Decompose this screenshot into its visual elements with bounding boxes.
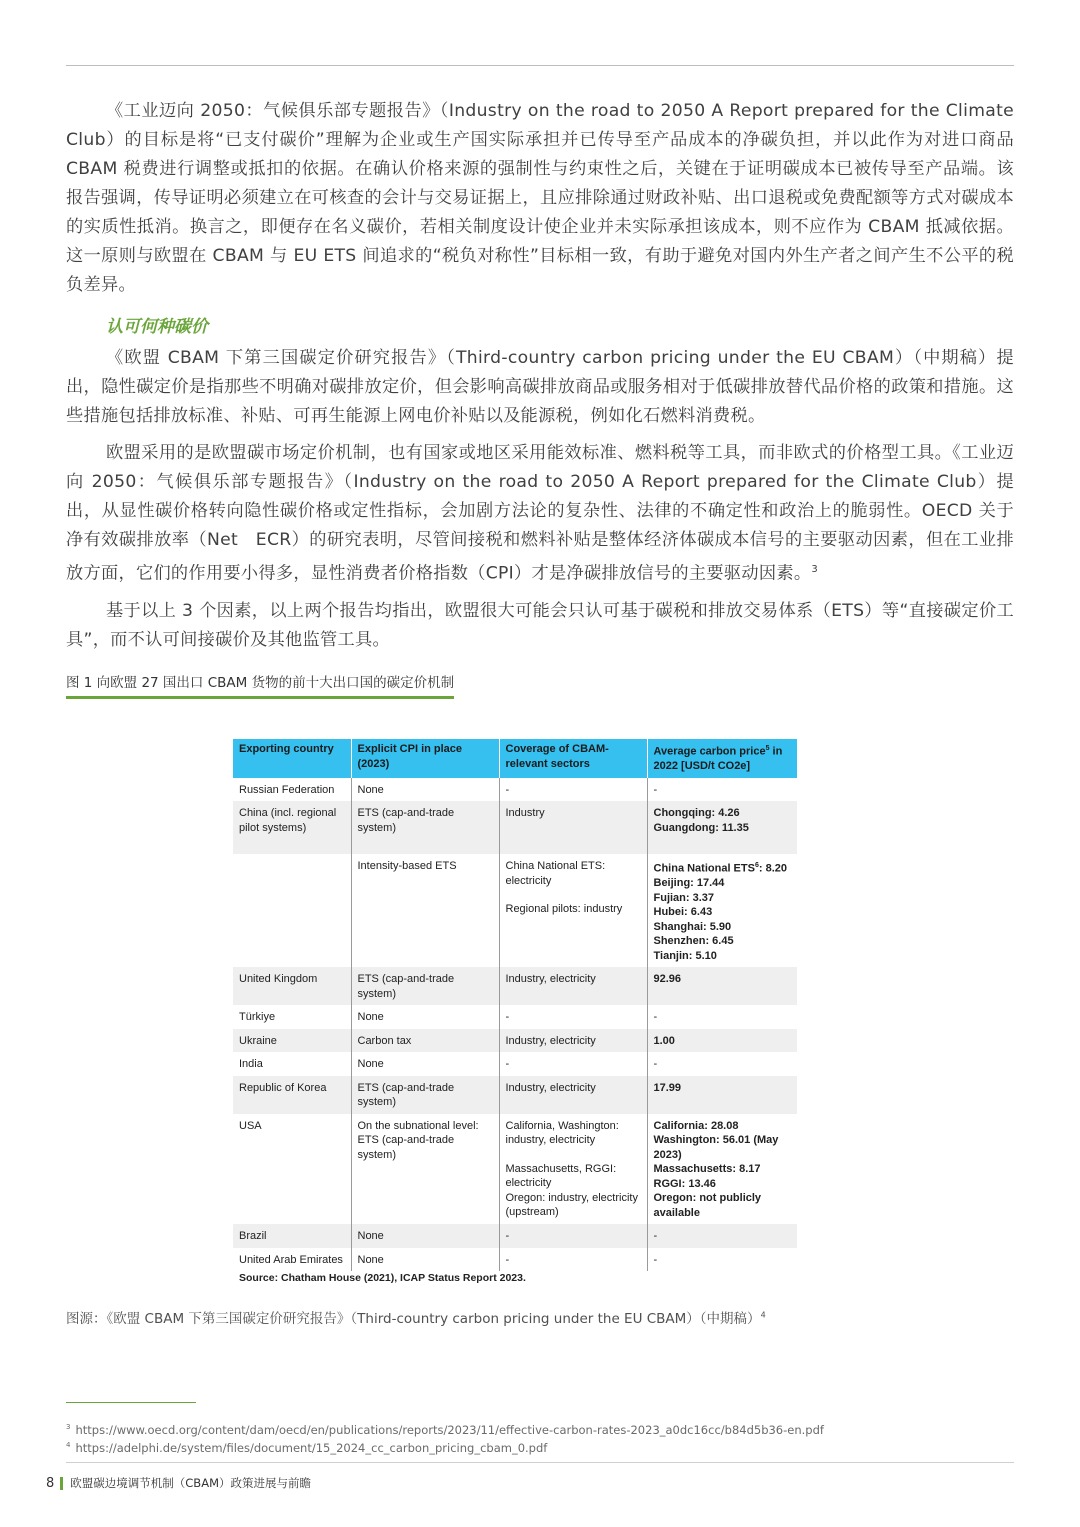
cell-coverage [499,854,647,967]
cell-country [233,854,351,967]
table-row [233,1005,797,1029]
cell-cpi: Carbon tax [351,1029,499,1053]
price-label: China National ETS [653,862,755,875]
cell-cpi: None [351,1248,499,1272]
price-line: Washington: 56.01 (May 2023) [653,1134,779,1161]
footnote-divider [66,1402,196,1403]
col-header-price [647,739,797,778]
price-line: Fujian: 3.37 [653,891,715,904]
price-line: Massachusetts: 8.17 [653,1163,761,1176]
footnote-ref-4[interactable]: 4 [760,1310,766,1320]
paragraph-1: 《工业迈向 2050：气候俱乐部专题报告》（Industry on the road to 2050 A Report prepared for the Climate Club）的目标是将“已支付碳价”理解为企业或生产国实际承担并已传导至产品成本的净碳负担，并以此作为对进口商品 CBAM 税费进行调整或抵扣的依据。在确认价格来源的强制性与约束性之后，关键在于证明碳成本已被传导至产品端。该报告强调，传导证明必须建立在可核查的会计与交易证据上，且应排除通过财政补贴、出口退税或免费配额等方式对碳成本的实质性抵消。换言之，即便存在名义碳价，若相关制度设计使企业并未实际承担该成本，则不应作为 CBAM 抵减依据。这一原则与欧盟在 CBAM 与 EU ETS 间追求的“税负对称性”目标相一致，有助于避免对国内外生产者之间产生不公平的税负差异。 [66,101,1014,295]
cell-price: 17.99 [647,1076,797,1114]
footer-accent-bar [60,1477,63,1490]
cell-coverage: - [499,1224,647,1248]
cell-country: China (incl. regional pilot systems) [233,801,351,854]
cell-country: Russian Federation [239,783,335,796]
coverage-line: Regional pilots: industry [505,903,623,916]
section-heading: 认可何种碳价 [106,317,208,337]
top-divider [66,65,1014,66]
cell-cpi: ETS (cap-and-trade system) [351,967,499,1005]
col-header-price-sup: 5 [765,745,770,752]
table-row [233,778,797,802]
cell-country: United Kingdom [233,967,351,1005]
cell-price: - [647,1224,797,1248]
price-line [654,859,792,876]
carbon-pricing-table [233,739,797,1271]
table-row [233,854,797,967]
price-line: Guangdong: 11.35 [653,821,749,834]
cell-coverage: - [499,1052,647,1076]
page-number: 8 [46,1475,55,1491]
paragraph-4: 基于以上 3 个因素，以上两个报告均指出，欧盟很大可能会只认可基于碳税和排放交易体系（ETS）等“直接碳定价工具”，而不认可间接碳价及其他监管工具。 [66,600,1014,650]
table-source-note: Source: Chatham House (2021), ICAP Status Report 2023. [239,1272,526,1285]
cell-cpi: None [351,1005,499,1029]
col-header-cpi: Explicit CPI in place (2023) [351,739,499,778]
cell-country: United Arab Emirates [239,1253,343,1266]
footer-title: 欧盟碳边境调节机制（CBAM）政策进展与前瞻 [70,1476,311,1490]
paragraph-3-text: 欧盟采用的是欧盟碳市场定价机制，也有国家或地区采用能效标准、燃料税等工具，而非欧式的价格型工具。《工业迈向 2050：气候俱乐部专题报告》（Industry on the road to 2050 A Report prepared for the Climate Club）提出，从显性碳价格转向隐性碳价格或定性指标，会加剧方法论的复杂性、法律的不确定性和政治上的脆弱性。OECD 关于净有效碳排放率（Net ECR）的研究表明，尽管间接税和燃料补贴是整体经济体碳成本信号的主要驱动因素，但在工业排放方面，它们的作用要小得多，显性消费者价格指数（CPI）才是净碳排放信号的主要驱动因素。 [66,443,1014,584]
cell-price: - [647,778,797,802]
price-value: : 8.20 [758,862,788,875]
cell-country: Türkiye [239,1011,276,1024]
cell-cpi: Intensity-based ETS [351,854,499,967]
footnote-number: 4 [66,1440,71,1449]
figure-table [233,739,797,1284]
cell-country: Ukraine [233,1029,351,1053]
paragraph-3 [66,439,1014,589]
coverage-line: China National ETS: electricity [505,860,606,887]
table-row [233,967,797,1005]
cell-price: - [647,1248,797,1272]
col-header-coverage: Coverage of CBAM-relevant sectors [499,739,647,778]
cell-cpi: None [351,1224,499,1248]
col-header-price-unit: in 2022 [USD/t CO2e] [653,745,783,773]
table-row [233,1114,797,1225]
cell-coverage: - [499,1005,647,1029]
cell-coverage: Industry [499,801,647,854]
cell-cpi: None [351,778,499,802]
col-header-country: Exporting country [233,739,351,778]
price-line: Tianjin: 5.10 [653,949,717,962]
coverage-line: Oregon: industry, electricity (upstream) [505,1191,638,1219]
price-line: Shanghai: 5.90 [653,920,732,933]
cell-cpi: ETS (cap-and-trade system) [351,801,499,854]
footnote-link[interactable]: https://adelphi.de/system/files/document/15_2024_cc_carbon_pricing_cbam_0.pdf [75,1440,548,1455]
footnote-item [66,1420,824,1438]
cell-price [647,1114,797,1225]
figure-caption: 图 1 向欧盟 27 国出口 CBAM 货物的前十大出口国的碳定价机制 [66,673,454,699]
table-row [233,1076,797,1114]
paragraph-2: 《欧盟 CBAM 下第三国碳定价研究报告》（Third-country carbon pricing under the EU CBAM）（中期稿）提出，隐性碳定价是指那些不明确对碳排放定价，但会影响高碳排放商品或服务相对于低碳排放替代品价格的政策和措施。这些措施包括排放标准、补贴、可再生能源上网电价补贴以及能源税，例如化石燃料消费税。 [66,348,1014,426]
price-line: Oregon: not publicly available [653,1192,762,1219]
price-line: Chongqing: 4.26 [653,807,740,820]
cell-country: India [239,1058,263,1071]
bottom-divider [66,1462,1014,1463]
footnotes [66,1420,824,1456]
cell-country: USA [239,1119,262,1132]
table-header-row [233,739,797,778]
cell-coverage: Industry, electricity [499,967,647,1005]
figure-source-text: 图源：《欧盟 CBAM 下第三国碳定价研究报告》（Third-country carbon pricing under the EU CBAM）（中期稿） [66,1311,761,1327]
table-row [233,801,797,854]
figure-source [66,1307,766,1327]
cell-price: - [647,1005,797,1029]
cell-price: 92.96 [647,967,797,1005]
cell-price [647,801,797,854]
coverage-line: Massachusetts, RGGI: electricity [505,1162,617,1190]
footnote-ref-3[interactable]: 3 [811,564,818,575]
footnote-item [66,1438,824,1456]
table-row [233,1052,797,1076]
price-line: California: 28.08 [653,1119,739,1132]
cell-price: - [647,1052,797,1076]
cell-country: Republic of Korea [233,1076,351,1114]
footnote-number: 3 [66,1423,71,1431]
table-row [233,1029,797,1053]
table-row [233,1248,797,1272]
cell-price [647,854,797,967]
cell-price: 1.00 [647,1029,797,1053]
body-text [66,97,1014,699]
cell-coverage: - [499,778,647,802]
footnote-link[interactable]: https://www.oecd.org/content/dam/oecd/en/publications/reports/2023/11/effective-carbon-rates-2023_a0dc16cc/b84d5b36-en.pdf [75,1422,824,1437]
cell-cpi: ETS (cap-and-trade system) [351,1076,499,1114]
cell-coverage: - [499,1248,647,1272]
price-line: Beijing: 17.44 [653,877,725,890]
coverage-line: California, Washington: industry, electricity [505,1119,619,1147]
page-footer [46,1475,311,1491]
table-row [233,1224,797,1248]
price-line: Hubei: 6.43 [653,906,713,919]
price-sup: 6 [754,862,759,870]
cell-coverage: Industry, electricity [499,1029,647,1053]
cell-cpi: None [351,1052,499,1076]
cell-cpi: On the subnational level: ETS (cap-and-trade system) [351,1114,499,1225]
cell-coverage: Industry, electricity [499,1076,647,1114]
price-line: Shenzhen: 6.45 [653,935,734,948]
cell-coverage [499,1114,647,1225]
cell-country: Brazil [233,1224,351,1248]
col-header-price-text: Average carbon price [653,745,766,758]
price-line: RGGI: 13.46 [653,1177,716,1190]
